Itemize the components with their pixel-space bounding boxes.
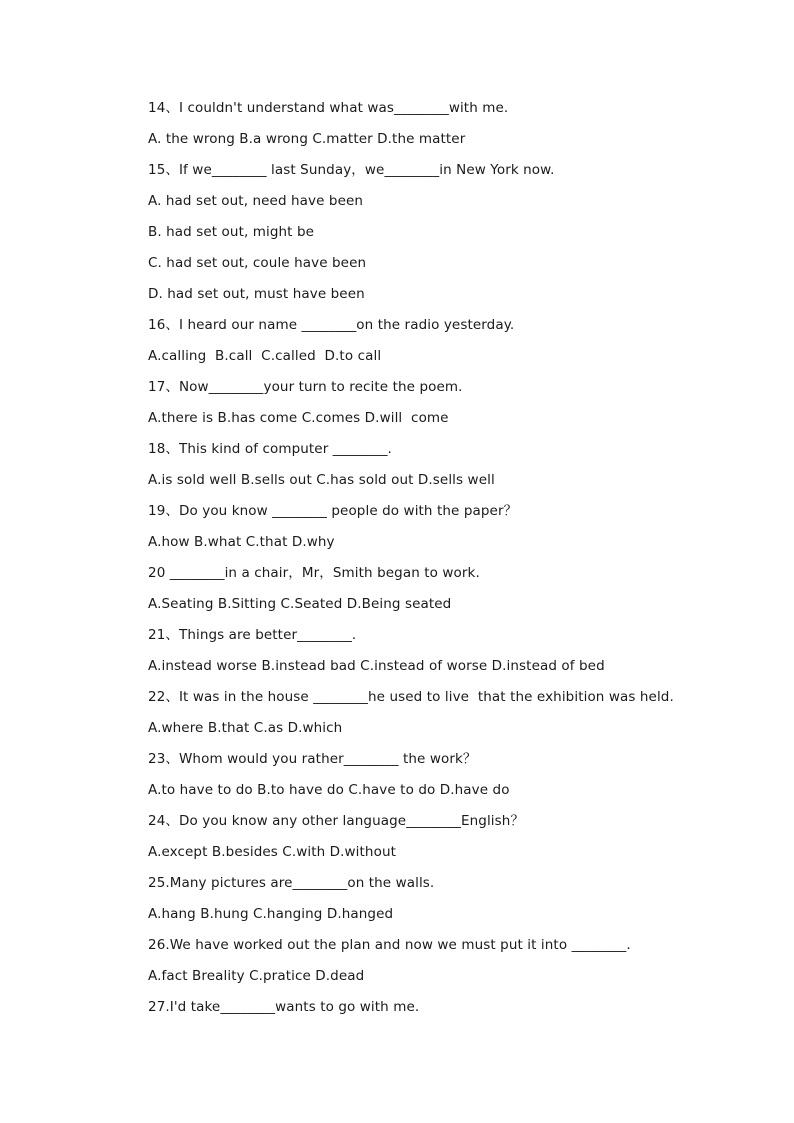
- option-15-a: A. had set out, need have been: [148, 193, 364, 209]
- question-24: 24、Do you know any other language________English？: [148, 813, 525, 829]
- question-18: 18、This kind of computer ________.: [148, 441, 392, 457]
- question-16: 16、I heard our name ________on the radio yesterday.: [148, 317, 515, 333]
- question-19: 19、Do you know ________ people do with the paper？: [148, 503, 518, 519]
- options-21: A.instead worse B.instead bad C.instead of worse D.instead of bed: [148, 658, 605, 674]
- options-14: A. the wrong B.a wrong C.matter D.the matter: [148, 131, 466, 147]
- options-20: A.Seating B.Sitting C.Seated D.Being seated: [148, 596, 452, 612]
- option-15-c: C. had set out, coule have been: [148, 255, 367, 271]
- question-17: 17、Now________your turn to recite the poem.: [148, 379, 463, 395]
- worksheet-page: [148, 98, 768, 1028]
- options-16: A.calling B.call C.called D.to call: [148, 348, 382, 364]
- options-25: A.hang B.hung C.hanging D.hanged: [148, 906, 394, 922]
- options-17: A.there is B.has come C.comes D.will come: [148, 410, 449, 426]
- options-23: A.to have to do B.to have do C.have to do D.have do: [148, 782, 510, 798]
- question-23: 23、Whom would you rather________ the work？: [148, 751, 477, 767]
- question-20: 20 ________in a chair，Mr，Smith began to work.: [148, 565, 480, 581]
- options-19: A.how B.what C.that D.why: [148, 534, 335, 550]
- options-22: A.where B.that C.as D.which: [148, 720, 343, 736]
- question-21: 21、Things are better________.: [148, 627, 357, 643]
- question-25: 25.Many pictures are________on the walls.: [148, 875, 435, 891]
- options-18: A.is sold well B.sells out C.has sold out D.sells well: [148, 472, 495, 488]
- option-15-b: B. had set out, might be: [148, 224, 315, 240]
- question-14: 14、I couldn't understand what was________with me.: [148, 100, 509, 116]
- option-15-d: D. had set out, must have been: [148, 286, 365, 302]
- question-22: 22、It was in the house ________he used to live that the exhibition was held.: [148, 689, 674, 705]
- question-27: 27.I'd take________wants to go with me.: [148, 999, 420, 1015]
- question-26: 26.We have worked out the plan and now we must put it into ________.: [148, 937, 631, 953]
- options-26: A.fact Breality C.pratice D.dead: [148, 968, 365, 984]
- options-24: A.except B.besides C.with D.without: [148, 844, 396, 860]
- question-15: 15、If we________ last Sunday，we________in New York now.: [148, 162, 555, 178]
